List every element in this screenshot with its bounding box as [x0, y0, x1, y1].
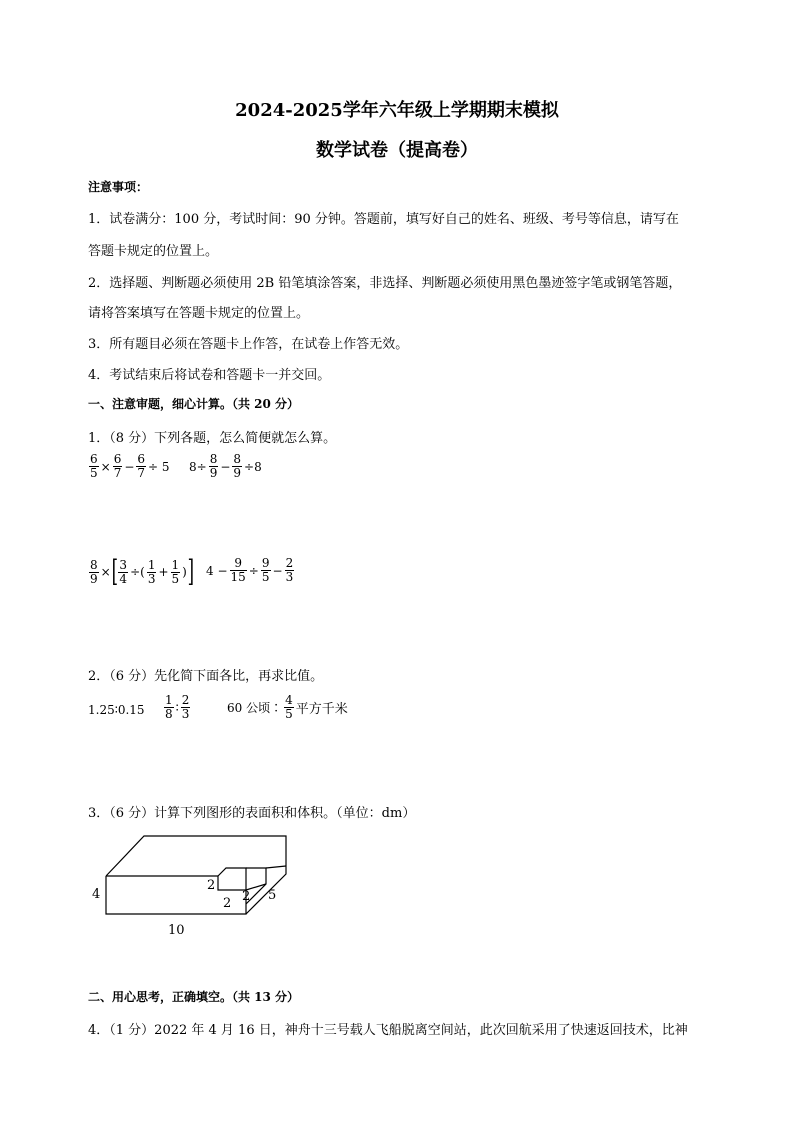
- fraction: $\frac{8}{9}$: [233, 452, 242, 480]
- section2-heading: 二、用心思考，正确填空。（共 13 分）: [88, 990, 300, 1004]
- fraction: $\frac{9}{15}$: [230, 556, 246, 584]
- q2-ratio-1: 1.25∶0.15: [88, 703, 145, 717]
- notice-heading: 注意事项：: [88, 180, 149, 194]
- notice-item: 1．试卷满分：100 分，考试时间：90 分钟。答题前，填写好自己的姓名、班级、考号等信息，请写在: [88, 212, 679, 227]
- fraction: $\frac{6}{5}$: [90, 452, 98, 480]
- q4-stem: 4．（1 分）2022 年 4 月 16 日，神舟十三号载人飞船脱离空间站，此次回航采用了快速返回技术，比神: [88, 1023, 688, 1038]
- fraction: $\frac{6}{7}$: [137, 452, 146, 480]
- fraction: $\frac{2}{3}$: [285, 556, 294, 584]
- fraction: $\frac{2}{3}$: [181, 693, 190, 721]
- q1-expression-3: $\frac{8}{9}$ ×[ $\frac{3}{4}$ ÷( $\frac{1}{3}$ + $\frac{1}{5}$ )]: [90, 554, 194, 589]
- fraction: $\frac{4}{5}$: [285, 693, 293, 721]
- q2-stem: 2．（6 分）先化简下面各比，再求比值。: [88, 669, 324, 684]
- q1-stem: 1．（8 分）下列各题，怎么简便就怎么算。: [88, 431, 337, 446]
- fraction: $\frac{6}{7}$: [113, 452, 122, 480]
- fraction: $\frac{1}{5}$: [171, 557, 180, 586]
- exam-title-line2: 数学试卷（提高卷）: [316, 140, 478, 161]
- right-square-bracket: ]: [187, 554, 194, 589]
- notice-item: 3．所有题目必须在答题卡上作答，在试卷上作答无效。: [88, 337, 409, 352]
- height-label: 4: [92, 887, 101, 902]
- notch-back: [218, 868, 246, 890]
- exam-title-line1: 2024-2025学年六年级上学期期末模拟: [235, 100, 559, 121]
- fraction: $\frac{8}{9}$: [209, 452, 218, 480]
- fraction: $\frac{8}{9}$: [90, 557, 98, 586]
- length-label: 10: [168, 923, 185, 938]
- q2-ratio-3: 60 公顷∶ $\frac{4}{5}$ 平方千米: [227, 693, 348, 721]
- fraction: $\frac{3}{4}$: [119, 557, 128, 586]
- notch-height-label: 2: [207, 878, 216, 893]
- notch-top-link: [266, 866, 286, 868]
- notch-width-label: 2: [223, 896, 232, 911]
- notch-front: [218, 876, 246, 890]
- q2-ratio-2: $\frac{1}{8}$ ∶ $\frac{2}{3}$: [165, 693, 190, 721]
- notice-item: 答题卡规定的位置上。: [88, 244, 219, 259]
- fraction: $\frac{1}{8}$: [165, 693, 173, 721]
- notice-item: 请将答案填写在答题卡规定的位置上。: [88, 306, 310, 321]
- notch-depth-label: 2: [242, 889, 251, 904]
- fraction: $\frac{1}{3}$: [147, 557, 156, 586]
- section1-heading: 一、注意审题，细心计算。（共 20 分）: [88, 397, 300, 411]
- left-square-bracket: [: [111, 554, 118, 589]
- notice-item: 4．考试结束后将试卷和答题卡一并交回。: [88, 368, 331, 383]
- top-face-outline: [106, 836, 286, 876]
- q1-expression-4: 4 − $\frac{9}{15}$ ÷ $\frac{9}{5}$ − $\frac{2}{3}$: [206, 556, 294, 584]
- cuboid-with-notch-figure: [80, 822, 310, 947]
- notice-item: 2．选择题、判断题必须使用 2B 铅笔填涂答案，非选择、判断题必须使用黑色墨迹签字笔或钢笔答题，: [88, 276, 682, 291]
- q3-stem: 3．（6 分）计算下列图形的表面积和体积。（单位：dm）: [88, 806, 416, 821]
- width-label: 5: [268, 888, 277, 903]
- q1-expression-2: 8÷ $\frac{8}{9}$ − $\frac{8}{9}$ ÷8: [189, 452, 262, 480]
- fraction: $\frac{9}{5}$: [261, 556, 270, 584]
- q1-expression-1: $\frac{6}{5}$ × $\frac{6}{7}$ − $\frac{6}{7}$ ÷ 5: [90, 452, 170, 480]
